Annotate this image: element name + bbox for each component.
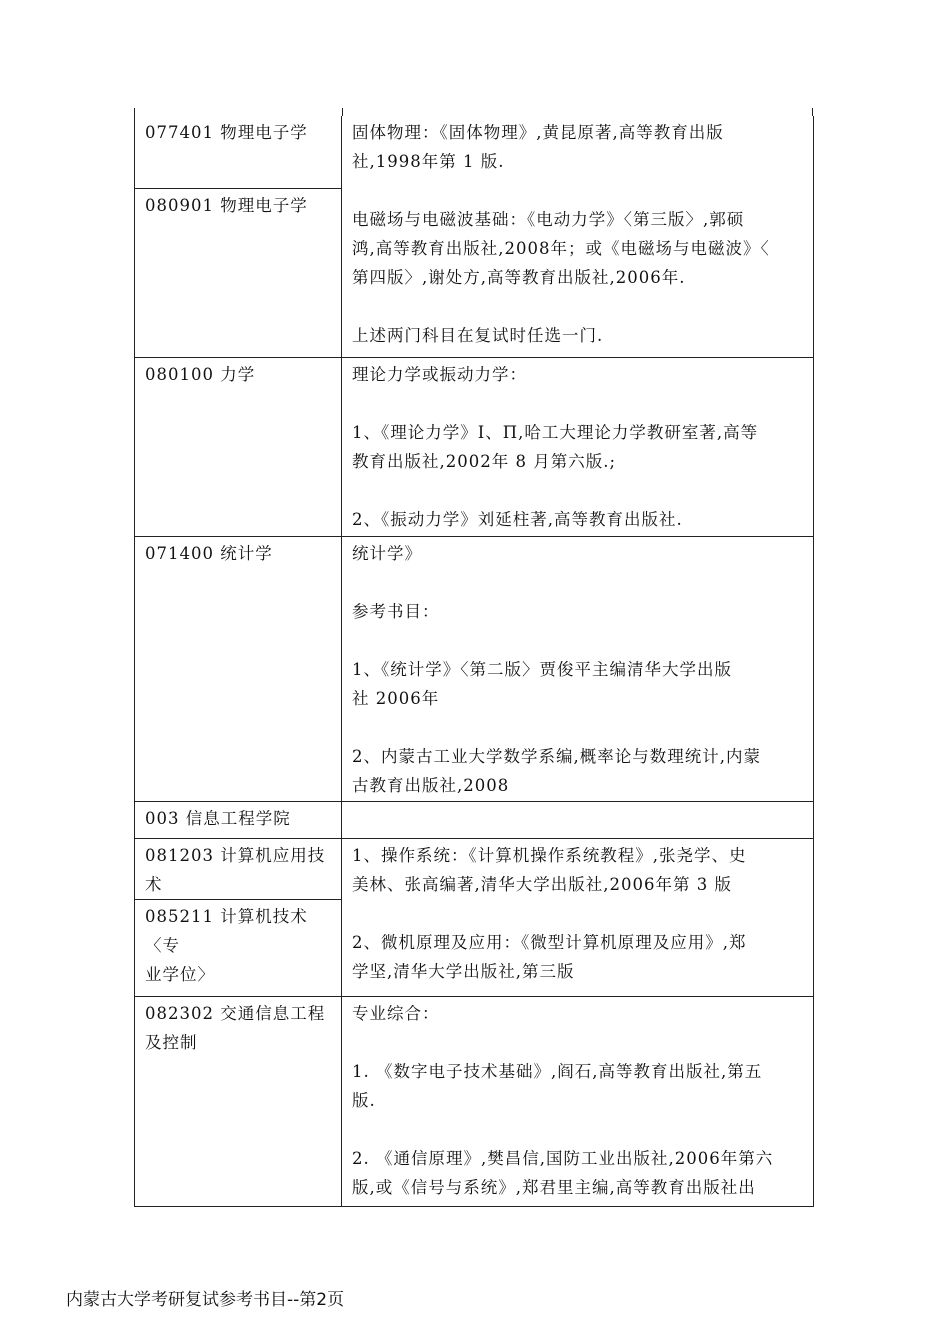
paragraph-gap: [352, 1115, 803, 1144]
program-name: 003 信息工程学院: [145, 809, 291, 828]
program-cell: [134, 839, 342, 996]
program-name: 077401 物理电子学: [145, 123, 308, 142]
reference-line: 第四版〉,谢处方,高等教育出版社,2006年.: [352, 268, 686, 287]
reference-line: 1、《统计学》〈第二版〉贾俊平主编清华大学出版: [352, 660, 732, 679]
table-row: [134, 116, 814, 358]
reference-line: 2. 《通信原理》,樊昌信,国防工业出版社,2006年第六: [352, 1149, 774, 1168]
program-cell: [134, 358, 342, 536]
reference-line: 理论力学或振动力学：: [352, 365, 527, 384]
table-row: [134, 839, 814, 997]
table-top-edge-right: [812, 108, 813, 116]
reference-line: 版,或《信号与系统》,郑君里主编,高等教育出版社出: [352, 1178, 756, 1197]
paragraph-gap: [352, 389, 803, 418]
program-name: 080100 力学: [145, 365, 256, 384]
program-cell: [134, 537, 342, 801]
paragraph-gap: [352, 713, 803, 742]
table-top-edge-mid: [342, 108, 343, 116]
reference-line: 教育出版社,2002年 8 月第六版.;: [352, 452, 617, 471]
reference-line: 美林、张高编著,清华大学出版社,2006年第 3 版: [352, 875, 732, 894]
reference-line: 鸿,高等教育出版社,2008年；或《电磁场与电磁波》〈: [352, 239, 770, 258]
paragraph-gap: [352, 292, 803, 321]
reference-books-cell: [342, 802, 814, 838]
reference-line: 2、《振动力学》刘延柱著,高等教育出版社.: [352, 510, 683, 529]
program-cell: [134, 802, 342, 838]
table-top-edge-left: [134, 108, 135, 116]
reference-book-table: [134, 116, 814, 1207]
reference-line: 上述两门科目在复试时任选一门.: [352, 326, 604, 345]
paragraph-gap: [352, 568, 803, 597]
reference-line: 古教育出版社,2008: [352, 776, 510, 795]
paragraph-gap: [352, 176, 803, 205]
reference-books-cell: [342, 358, 814, 536]
reference-line: 电磁场与电磁波基础：《电动力学》〈第三版〉,郭硕: [352, 210, 745, 229]
paragraph-gap: [352, 1028, 803, 1057]
program-name: 071400 统计学: [145, 544, 273, 563]
reference-line: 1. 《数字电子技术基础》,阎石,高等教育出版社,第五: [352, 1062, 763, 1081]
table-row: [134, 802, 814, 839]
paragraph-gap: [352, 476, 803, 505]
page-footer: 内蒙古大学考研复试参考书目--第2页: [66, 1290, 345, 1310]
reference-line: 学坚,清华大学出版社,第三版: [352, 962, 575, 981]
reference-books-cell: [342, 839, 814, 996]
reference-books-cell: [342, 997, 814, 1206]
reference-line: 参考书目：: [352, 602, 440, 621]
reference-line: 社,1998年第 1 版.: [352, 152, 505, 171]
reference-line: 1、操作系统：《计算机操作系统教程》,张尧学、史: [352, 846, 747, 865]
program-name: 081203 计算机应用技 术: [145, 846, 326, 894]
table-row: [134, 997, 814, 1207]
paragraph-gap: [352, 899, 803, 928]
reference-line: 1、《理论力学》I、Π,哈工大理论力学教研室著,高等: [352, 423, 759, 442]
reference-line: 专业综合：: [352, 1004, 440, 1023]
reference-line: 版.: [352, 1091, 376, 1110]
reference-line: 社 2006年: [352, 689, 440, 708]
reference-line: 2、微机原理及应用：《微型计算机原理及应用》,郑: [352, 933, 747, 952]
reference-books-cell: [342, 537, 814, 801]
reference-books-cell: [342, 116, 814, 357]
program-name: 082302 交通信息工程 及控制: [145, 1004, 326, 1052]
reference-line: 固体物理：《固体物理》,黄昆原著,高等教育出版: [352, 123, 724, 142]
reference-line: 统计学》: [352, 544, 422, 563]
program-cell: [134, 116, 342, 357]
table-row: [134, 358, 814, 537]
program-name: 080901 物理电子学: [135, 188, 341, 357]
table-row: [134, 537, 814, 802]
program-name: 085211 计算机技术〈专 业学位〉: [135, 899, 341, 996]
program-cell: [134, 997, 342, 1206]
reference-line: 2、内蒙古工业大学数学系编,概率论与数理统计,内蒙: [352, 747, 761, 766]
paragraph-gap: [352, 626, 803, 655]
